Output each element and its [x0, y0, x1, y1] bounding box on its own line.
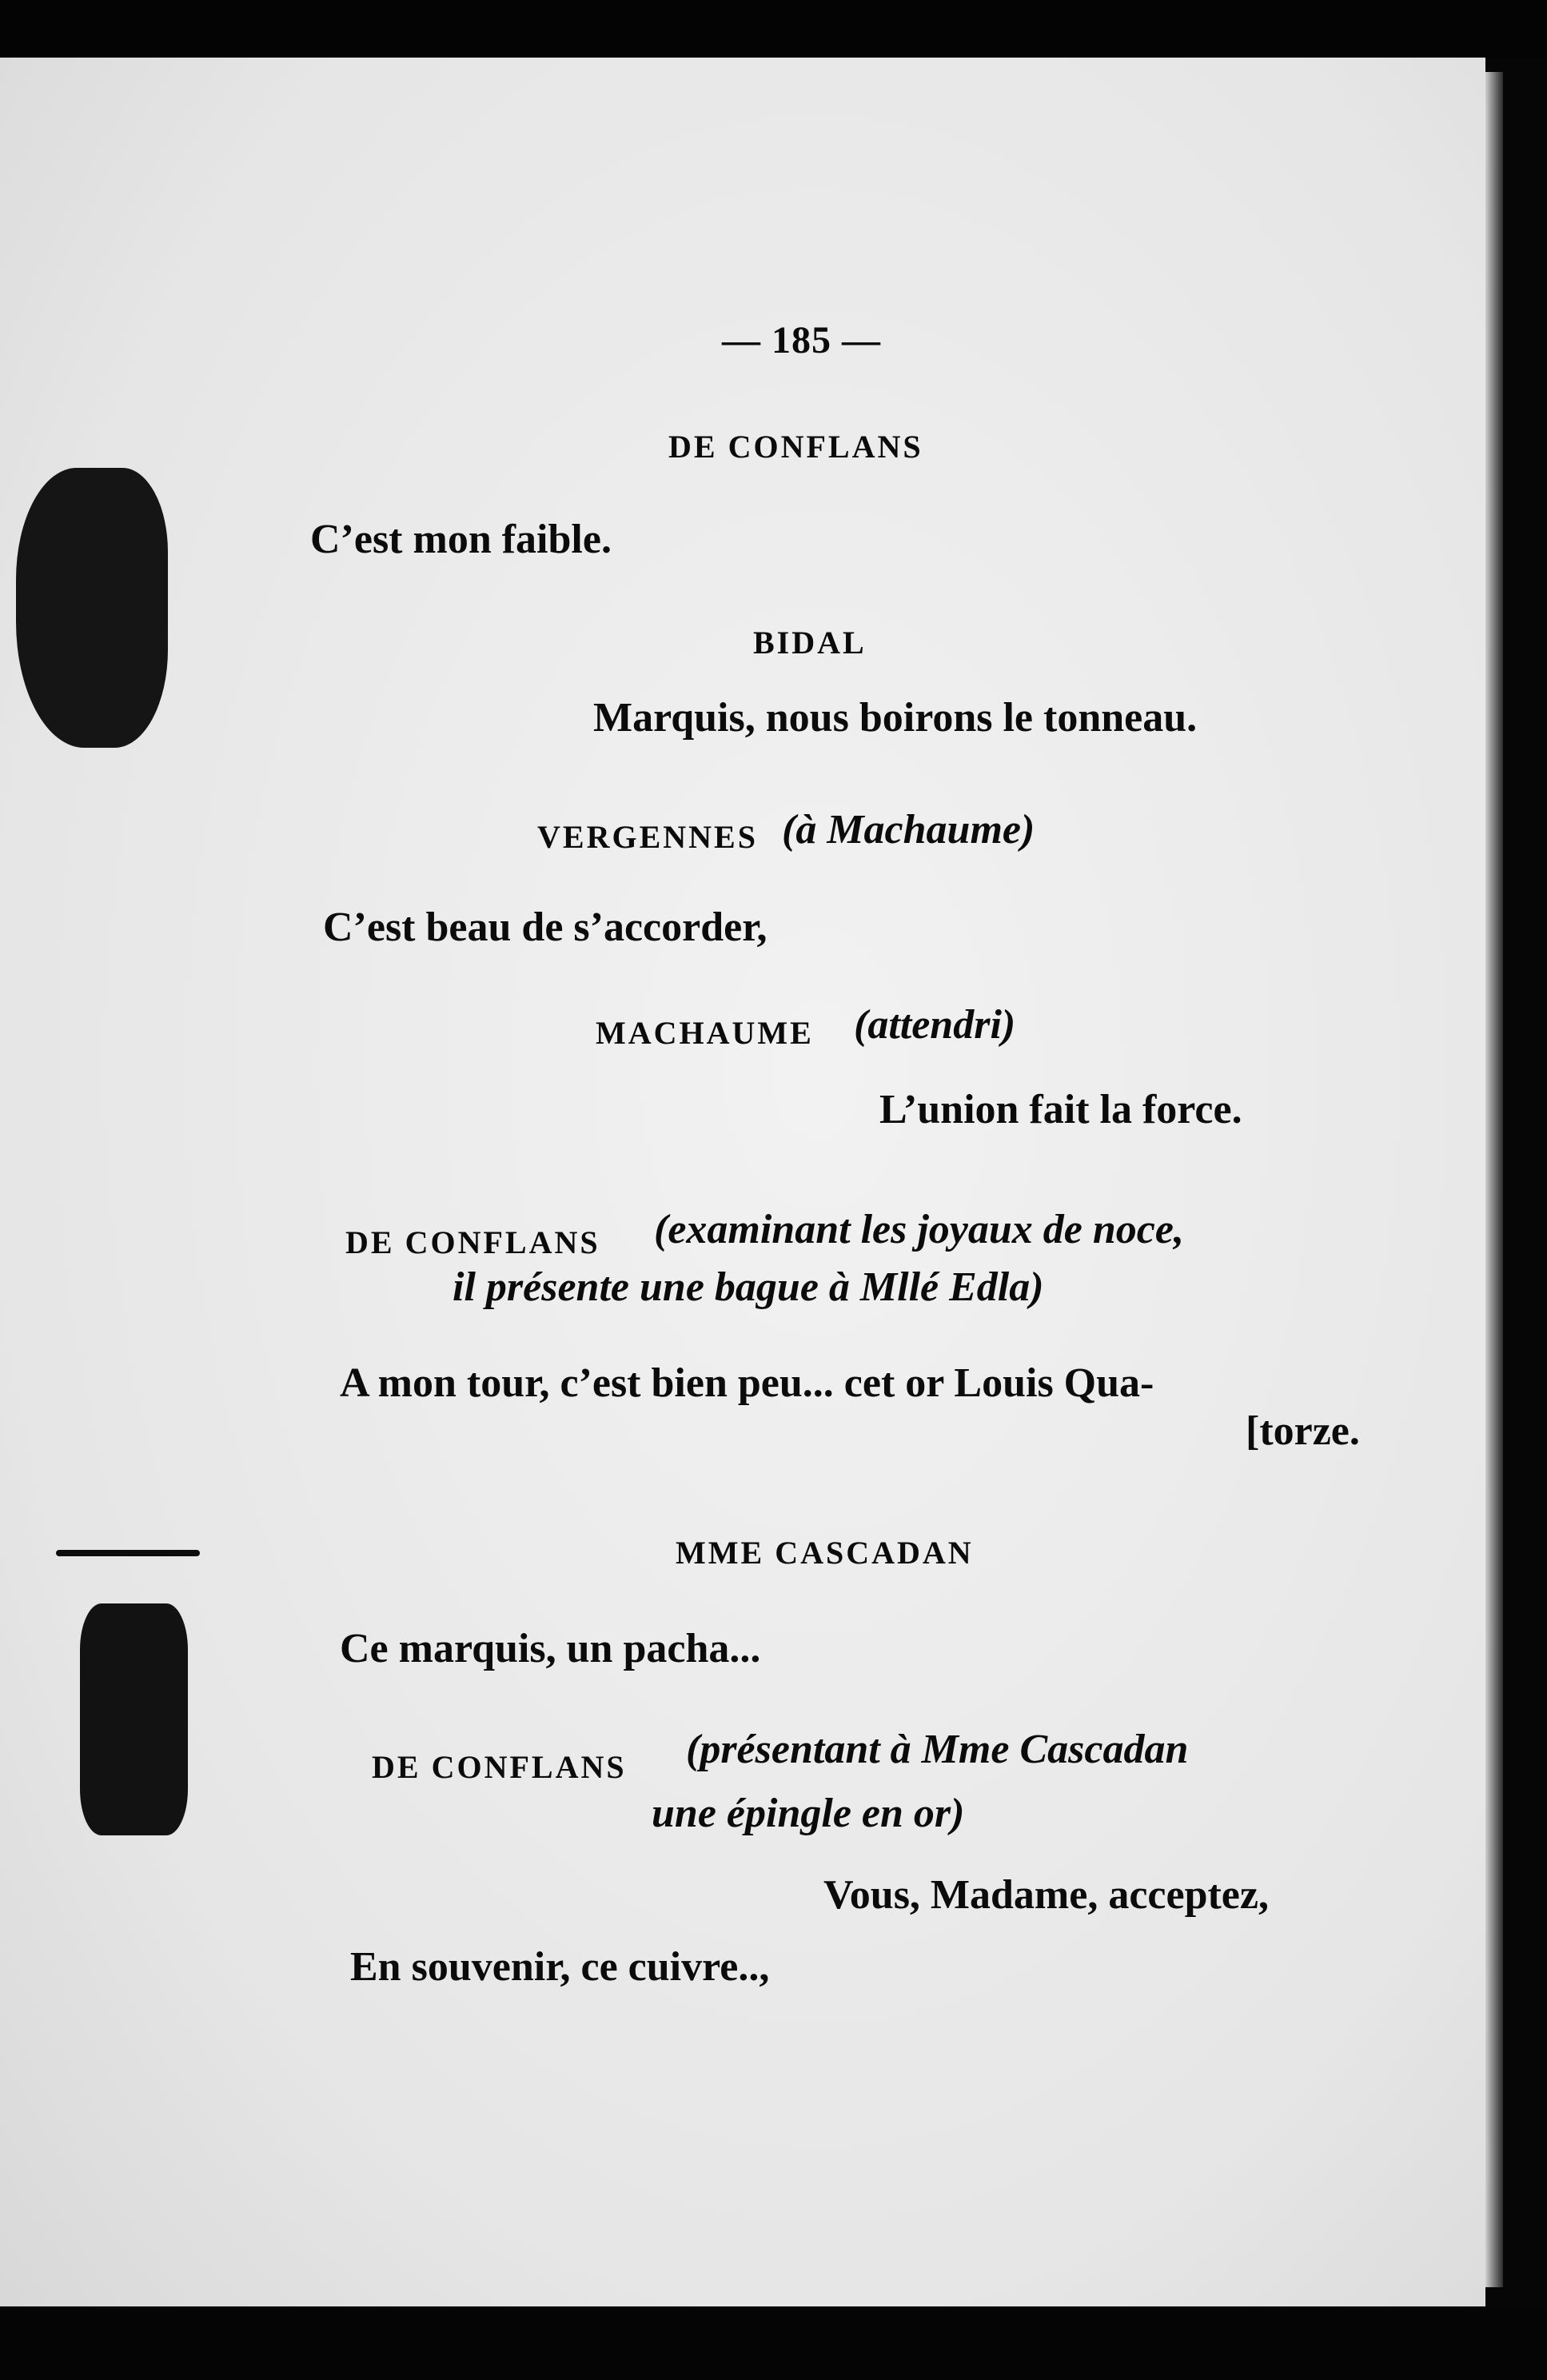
binding-mark-top	[16, 468, 168, 748]
scan-top-border	[0, 0, 1547, 58]
page-edge	[1485, 72, 1503, 2287]
speaker-de-conflans-2: DE CONFLANS	[345, 1224, 600, 1260]
verse-line-2: Marquis, nous boirons le tonneau.	[593, 695, 1198, 741]
speaker-bidal: BIDAL	[753, 625, 867, 661]
page-number: — 185 —	[722, 319, 881, 361]
verse-line-3: C’est beau de s’accorder,	[323, 904, 768, 950]
binding-mark-bottom	[80, 1603, 188, 1835]
stage-direction-examinant: (examinant les joyaux de noce,	[654, 1207, 1184, 1252]
verse-line-8: En souvenir, ce cuivre..,	[350, 1944, 770, 1990]
stage-direction-presentant-2: une épingle en or)	[652, 1791, 965, 1836]
speaker-de-conflans-3: DE CONFLANS	[372, 1749, 627, 1785]
verse-line-5: A mon tour, c’est bien peu... cet or Louis Qua-	[340, 1360, 1154, 1406]
verse-line-1: C’est mon faible.	[310, 517, 612, 562]
stage-direction-presentant: (présentant à Mme Cascadan	[686, 1727, 1189, 1772]
speaker-vergennes: VERGENNES	[537, 819, 758, 855]
stage-direction-machaume: (attendri)	[854, 1002, 1016, 1048]
speaker-de-conflans-1: DE CONFLANS	[668, 429, 923, 465]
stage-direction-examinant-2: il présente une bague à Mllé Edla)	[453, 1264, 1044, 1310]
scan-bottom-border	[0, 2306, 1547, 2380]
verse-line-7: Vous, Madame, acceptez,	[823, 1872, 1269, 1918]
verse-line-5-continuation: [torze.	[1246, 1408, 1360, 1454]
speaker-machaume: MACHAUME	[596, 1015, 814, 1051]
verse-line-6: Ce marquis, un pacha...	[340, 1626, 761, 1671]
stage-direction-vergennes: (à Machaume)	[782, 807, 1035, 853]
speaker-mme-cascadan: MME CASCADAN	[676, 1535, 974, 1571]
binding-line	[56, 1550, 200, 1556]
verse-line-4: L’union fait la force.	[879, 1087, 1242, 1132]
